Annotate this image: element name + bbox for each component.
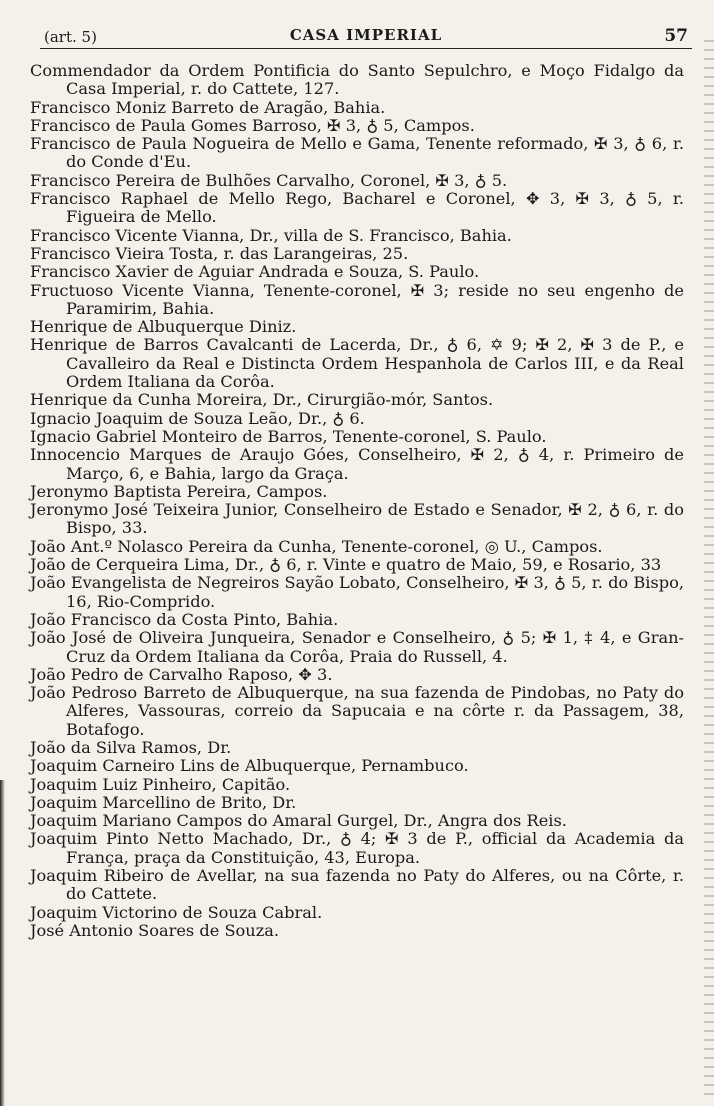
- list-item: Francisco de Paula Nogueira de Mello e Gama, Tenente reformado, ✠ 3, ♁ 6, r. do Conde d'Eu.: [30, 134, 684, 172]
- list-item: João Pedro de Carvalho Raposo, ✥ 3.: [30, 664, 333, 684]
- list-item: Francisco Moniz Barreto de Aragão, Bahia.: [30, 97, 386, 117]
- list-item: João Pedroso Barreto de Albuquerque, na sua fazenda de Pindobas, no Paty do Alferes, Vassouras, correio da Sapucaia e na côrte r. da Passagem, 38, Botafogo.: [30, 683, 684, 739]
- list-item: Francisco Vicente Vianna, Dr., villa de S. Francisco, Bahia.: [30, 225, 512, 245]
- list-item: José Antonio Soares de Souza.: [30, 920, 280, 940]
- page-edge-noise: [704, 40, 714, 1100]
- list-item: Henrique de Barros Cavalcanti de Lacerda, Dr., ♁ 6, ✡ 9; ✠ 2, ✠ 3 de P., e Cavalleiro da Real e Distincta Ordem Hespanhola de Carlos III, e da Real Ordem Italiana da Corôa.: [30, 335, 684, 392]
- list-item: Joaquim Marcellino de Brito, Dr.: [30, 792, 297, 812]
- list-item: Fructuoso Vicente Vianna, Tenente-coronel, ✠ 3; reside no seu engenho de Paramirim, Bahia.: [30, 280, 684, 318]
- list-item: Joaquim Mariano Campos do Amaral Gurgel, Dr., Angra dos Reis.: [30, 811, 567, 831]
- list-item: Ignacio Joaquim de Souza Leão, Dr., ♁ 6.: [30, 408, 365, 428]
- list-item: Jeronymo José Teixeira Junior, Conselheiro de Estado e Senador, ✠ 2, ♁ 6, r. do Bispo, 33.: [30, 500, 684, 538]
- list-item: Commendador da Ordem Pontificia do Santo Sepulchro, e Moço Fidalgo da Casa Imperial, r. do Cattete, 127.: [30, 61, 684, 99]
- list-item: Henrique de Albuquerque Diniz.: [30, 317, 297, 337]
- section-ref: (art. 5): [44, 28, 97, 46]
- list-item: João José de Oliveira Junqueira, Senador e Conselheiro, ♁ 5; ✠ 1, ‡ 4, e Gran-Cruz da Ordem Italiana da Corôa, Praia do Russell, 4.: [30, 628, 684, 666]
- list-item: Francisco de Paula Gomes Barroso, ✠ 3, ♁ 5, Campos.: [30, 115, 475, 135]
- list-item: João de Cerqueira Lima, Dr., ♁ 6, r. Vinte e quatro de Maio, 59, e Rosario, 33: [30, 555, 662, 575]
- list-item: Jeronymo Baptista Pereira, Campos.: [30, 481, 328, 501]
- list-item: Francisco Vieira Tosta, r. das Larangeiras, 25.: [30, 243, 409, 263]
- list-item: Ignacio Gabriel Monteiro de Barros, Tenente-coronel, S. Paulo.: [30, 426, 547, 446]
- list-item: João Evangelista de Negreiros Sayão Lobato, Conselheiro, ✠ 3, ♁ 5, r. do Bispo, 16, Rio-Comprido.: [30, 573, 684, 611]
- list-item: Innocencio Marques de Araujo Góes, Conselheiro, ✠ 2, ♁ 4, r. Primeiro de Março, 6, e Bahia, largo da Graça.: [30, 445, 684, 483]
- list-item: João Francisco da Costa Pinto, Bahia.: [30, 609, 339, 629]
- list-item: Francisco Xavier de Aguiar Andrada e Souza, S. Paulo.: [30, 262, 480, 282]
- list-item: Francisco Pereira de Bulhões Carvalho, Coronel, ✠ 3, ♁ 5.: [30, 170, 508, 190]
- page-header: [40, 26, 692, 49]
- list-item: Joaquim Carneiro Lins de Albuquerque, Pernambuco.: [30, 756, 469, 776]
- list-item: João da Silva Ramos, Dr.: [30, 737, 232, 757]
- list-item: Joaquim Pinto Netto Machado, Dr., ♁ 4; ✠ 3 de P., official da Academia da França, praça da Constituição, 43, Europa.: [30, 829, 684, 867]
- list-item: Joaquim Luiz Pinheiro, Capitão.: [30, 774, 291, 794]
- directory-list: [30, 62, 684, 940]
- running-title: CASA IMPERIAL: [289, 26, 443, 44]
- list-item: Joaquim Victorino de Souza Cabral.: [30, 902, 323, 922]
- list-item: João Ant.º Nolasco Pereira da Cunha, Tenente-coronel, ◎ U., Campos.: [30, 536, 603, 556]
- list-item: Francisco Raphael de Mello Rego, Bacharel e Coronel, ✥ 3, ✠ 3, ♁ 5, r. Figueira de Mello.: [30, 189, 684, 227]
- list-item: Joaquim Ribeiro de Avellar, na sua fazenda no Paty do Alferes, ou na Côrte, r. do Cattete.: [30, 866, 684, 904]
- list-item: Henrique da Cunha Moreira, Dr., Cirurgião-mór, Santos.: [30, 390, 494, 410]
- page-number: 57: [664, 26, 688, 46]
- page-edge-shadow: [0, 780, 5, 1106]
